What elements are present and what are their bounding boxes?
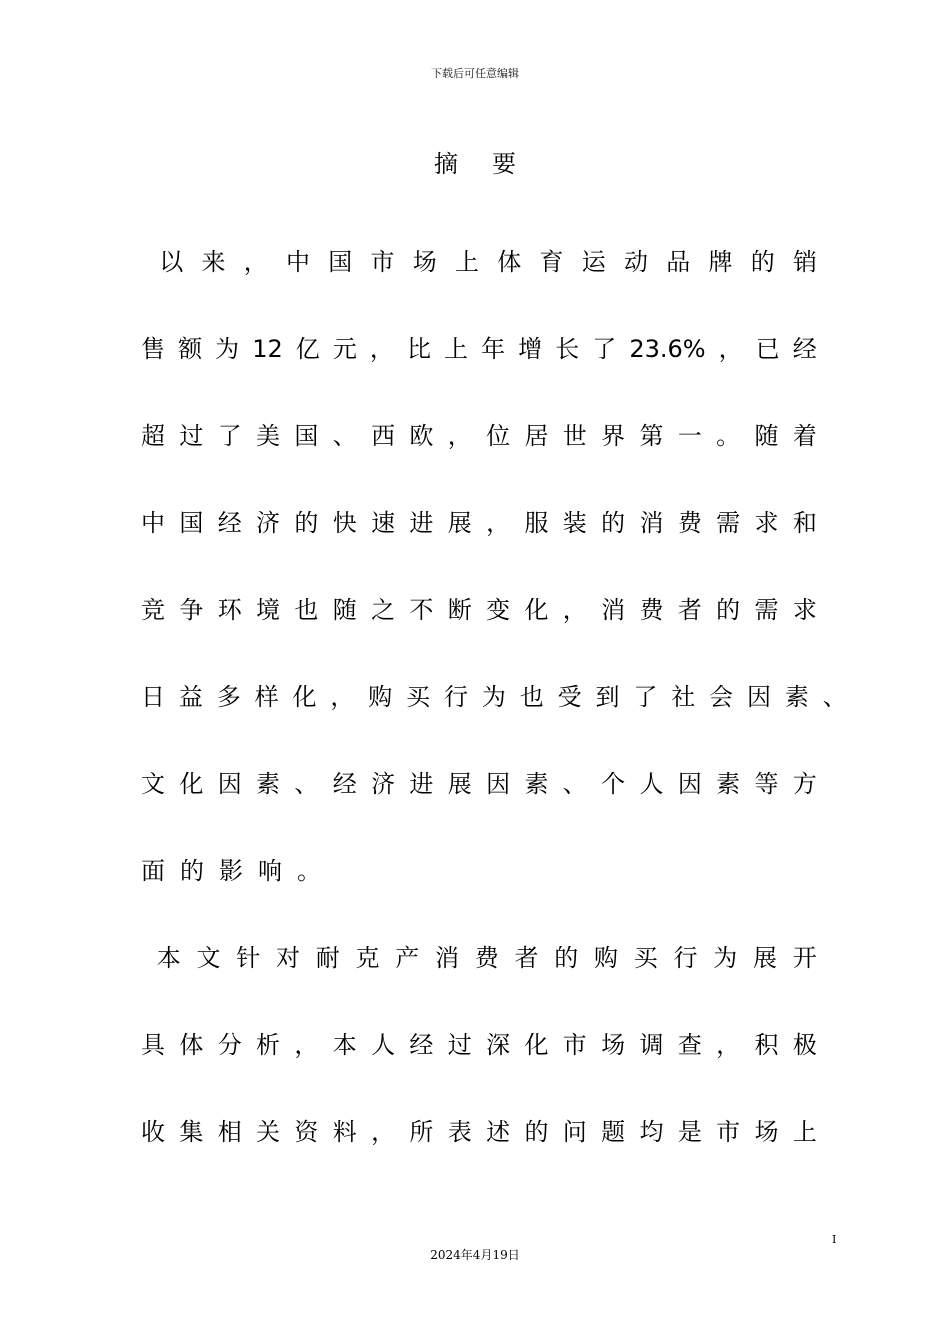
text-line — [141, 679, 847, 715]
page-title: 摘要 — [434, 150, 550, 178]
text-token: 针 — [236, 944, 261, 972]
text-token: 和 — [792, 509, 817, 537]
text-token: 题 — [601, 1118, 626, 1146]
text-token: 因 — [747, 683, 771, 711]
text-token: 场 — [601, 1031, 626, 1059]
text-token: ， — [294, 1031, 319, 1059]
text-token: 素 — [784, 683, 809, 711]
text-line — [141, 1027, 817, 1063]
text-token: 上 — [455, 248, 479, 276]
text-token: 对 — [276, 944, 300, 972]
text-line — [141, 1114, 817, 1150]
text-token: 调 — [639, 1031, 664, 1059]
text-token: 运 — [581, 248, 606, 276]
text-token: 买 — [406, 683, 431, 711]
text-token: ， — [371, 1118, 396, 1146]
text-token: ， — [562, 596, 587, 624]
text-token: 竞 — [141, 596, 165, 624]
text-token: 体 — [179, 1031, 204, 1059]
text-token: 以 — [159, 248, 184, 276]
text-token: 到 — [595, 683, 620, 711]
text-token: 不 — [409, 596, 434, 624]
text-line — [141, 940, 817, 976]
text-token: 进 — [409, 509, 434, 537]
text-token: 随 — [332, 596, 357, 624]
text-token: 了 — [592, 335, 617, 363]
text-line — [141, 766, 817, 802]
text-token: 服 — [524, 509, 549, 537]
text-token: 为 — [215, 335, 240, 363]
text-token: 的 — [750, 248, 775, 276]
text-token: ， — [718, 335, 743, 363]
text-token: 速 — [371, 509, 396, 537]
text-token: 深 — [486, 1031, 511, 1059]
text-token: 多 — [216, 683, 241, 711]
text-line — [141, 505, 817, 541]
text-token: 素 — [524, 770, 549, 798]
text-token: 一 — [677, 422, 702, 450]
text-token: 济 — [256, 509, 281, 537]
text-token: 经 — [409, 1031, 434, 1059]
text-token: 化 — [292, 683, 317, 711]
text-token: 市 — [716, 1118, 741, 1146]
text-token: 环 — [217, 596, 242, 624]
text-token: 的 — [554, 944, 579, 972]
text-token: 化 — [524, 596, 549, 624]
text-token: 日 — [141, 683, 165, 711]
text-token: 本 — [156, 944, 181, 972]
text-token: 已 — [755, 335, 780, 363]
text-token: 极 — [792, 1031, 817, 1059]
text-token: 求 — [792, 596, 817, 624]
text-token: 随 — [754, 422, 779, 450]
text-token: 经 — [792, 335, 817, 363]
text-line — [141, 244, 817, 280]
text-token: 分 — [217, 1031, 242, 1059]
text-token: 世 — [562, 422, 587, 450]
text-token: 来 — [201, 248, 226, 276]
text-token: 素 — [716, 770, 741, 798]
text-token: 述 — [486, 1118, 511, 1146]
text-token: ， — [716, 1031, 741, 1059]
text-token: 品 — [666, 248, 691, 276]
text-token: 析 — [256, 1031, 281, 1059]
text-token: 化 — [179, 770, 204, 798]
text-token: 均 — [639, 1118, 664, 1146]
text-token: 为 — [481, 683, 506, 711]
text-token: 育 — [539, 248, 564, 276]
text-token: 展 — [447, 509, 472, 537]
text-token: 所 — [409, 1118, 434, 1146]
text-token: 变 — [486, 596, 511, 624]
text-token: 费 — [474, 944, 499, 972]
text-token: 美 — [256, 422, 281, 450]
text-token: 牌 — [708, 248, 733, 276]
text-token: 济 — [371, 770, 396, 798]
text-token: 因 — [217, 770, 242, 798]
text-token: 进 — [409, 770, 434, 798]
text-token: 因 — [486, 770, 511, 798]
text-token: 市 — [370, 248, 395, 276]
text-token: 额 — [178, 335, 203, 363]
text-token: 动 — [624, 248, 648, 276]
text-token: 购 — [368, 683, 393, 711]
text-token: 的 — [294, 509, 319, 537]
text-token: 集 — [179, 1118, 204, 1146]
text-token: 行 — [444, 683, 468, 711]
text-token: 会 — [709, 683, 734, 711]
text-token: 素 — [256, 770, 281, 798]
text-token: 增 — [518, 335, 543, 363]
text-token: 收 — [141, 1118, 165, 1146]
text-token: 场 — [412, 248, 437, 276]
text-token: 样 — [254, 683, 279, 711]
text-token: 售 — [141, 335, 165, 363]
text-token: 长 — [555, 335, 580, 363]
text-token: 年 — [481, 335, 506, 363]
page-footer-date: 2024年4月19日 — [430, 1248, 520, 1262]
text-token: 也 — [294, 596, 319, 624]
text-token: 展 — [753, 944, 777, 972]
text-token: 料 — [332, 1118, 357, 1146]
text-token: 经 — [332, 770, 357, 798]
text-token: 是 — [677, 1118, 702, 1146]
text-token: 等 — [754, 770, 779, 798]
text-token: 关 — [256, 1118, 281, 1146]
text-token: 克 — [355, 944, 380, 972]
text-token: 、 — [332, 422, 357, 450]
text-token: ， — [369, 335, 394, 363]
text-token: 之 — [371, 596, 396, 624]
text-token: 费 — [677, 509, 702, 537]
text-token: 消 — [639, 509, 664, 537]
text-token: 界 — [601, 422, 626, 450]
text-line — [141, 853, 817, 889]
text-token: 方 — [792, 770, 817, 798]
text-token: 展 — [447, 770, 472, 798]
text-token: 12 — [252, 335, 283, 363]
text-token: 场 — [754, 1118, 779, 1146]
text-token: 过 — [447, 1031, 472, 1059]
text-token: 相 — [217, 1118, 242, 1146]
text-token: 超 — [141, 422, 165, 450]
text-token: 了 — [217, 422, 242, 450]
text-token: 装 — [562, 509, 587, 537]
page-number: I — [832, 1233, 837, 1246]
text-token: 国 — [328, 248, 353, 276]
text-token: 行 — [673, 944, 698, 972]
text-token: 、 — [294, 770, 319, 798]
text-token: 产 — [395, 944, 420, 972]
text-token: 本 — [332, 1031, 357, 1059]
text-token: 响 — [258, 857, 282, 885]
text-token: 费 — [639, 596, 664, 624]
text-token: 经 — [217, 509, 242, 537]
text-token: ， — [486, 509, 511, 537]
text-token: 。 — [297, 857, 321, 885]
text-token: 断 — [447, 596, 472, 624]
text-token: 快 — [332, 509, 357, 537]
text-token: 积 — [754, 1031, 779, 1059]
text-token: 开 — [792, 944, 817, 972]
text-token: 人 — [371, 1031, 396, 1059]
text-token: 争 — [179, 596, 204, 624]
text-line — [141, 592, 817, 628]
text-token: 社 — [671, 683, 696, 711]
text-token: 消 — [435, 944, 459, 972]
text-token: 元 — [332, 335, 357, 363]
text-token: 文 — [196, 944, 221, 972]
text-token: 化 — [524, 1031, 549, 1059]
text-token: 买 — [633, 944, 658, 972]
text-token: 着 — [792, 422, 817, 450]
text-token: 国 — [294, 422, 319, 450]
text-token: ， — [330, 683, 355, 711]
text-token: 市 — [562, 1031, 587, 1059]
text-token: 欧 — [409, 422, 434, 450]
page-header: 下载后可任意编辑 — [431, 67, 519, 80]
text-token: ， — [447, 422, 472, 450]
text-token: 了 — [633, 683, 658, 711]
text-token: 。 — [716, 422, 741, 450]
text-token: 耐 — [315, 944, 340, 972]
text-token: 受 — [557, 683, 582, 711]
text-token: 、 — [822, 683, 847, 711]
text-token: 体 — [497, 248, 522, 276]
text-token: 过 — [179, 422, 204, 450]
text-token: 中 — [141, 509, 165, 537]
text-token: 资 — [294, 1118, 319, 1146]
text-token: ， — [243, 248, 268, 276]
text-token: 具 — [141, 1031, 165, 1059]
text-token: 居 — [524, 422, 549, 450]
text-token: 也 — [519, 683, 544, 711]
text-token: 需 — [754, 596, 779, 624]
text-token: 者 — [677, 596, 702, 624]
text-token: 位 — [486, 422, 511, 450]
text-token: 表 — [447, 1118, 472, 1146]
text-token: 上 — [792, 1118, 817, 1146]
text-token: 查 — [677, 1031, 702, 1059]
text-token: 面 — [141, 857, 165, 885]
text-token: 益 — [178, 683, 203, 711]
text-token: 的 — [180, 857, 204, 885]
text-token: 求 — [754, 509, 779, 537]
text-token: 人 — [639, 770, 664, 798]
text-token: 的 — [601, 509, 626, 537]
text-line — [141, 418, 817, 454]
text-token: 国 — [179, 509, 204, 537]
text-token: 消 — [601, 596, 626, 624]
text-token: 文 — [141, 770, 165, 798]
text-token: 为 — [713, 944, 738, 972]
text-token: 西 — [371, 422, 396, 450]
text-token: 境 — [256, 596, 281, 624]
text-token: 个 — [601, 770, 626, 798]
text-token: 需 — [716, 509, 741, 537]
text-token: 23.6% — [629, 335, 706, 363]
text-token: 亿 — [295, 335, 320, 363]
text-token: 比 — [406, 335, 431, 363]
text-token: 问 — [562, 1118, 587, 1146]
text-token: 上 — [444, 335, 469, 363]
text-token: 因 — [677, 770, 702, 798]
text-line — [141, 331, 817, 367]
text-token: 第 — [639, 422, 664, 450]
text-token: 、 — [562, 770, 587, 798]
text-token: 购 — [594, 944, 618, 972]
text-token: 者 — [514, 944, 539, 972]
text-token: 的 — [716, 596, 741, 624]
text-token: 中 — [286, 248, 310, 276]
text-token: 影 — [219, 857, 243, 885]
text-token: 销 — [793, 248, 817, 276]
text-token: 的 — [524, 1118, 549, 1146]
